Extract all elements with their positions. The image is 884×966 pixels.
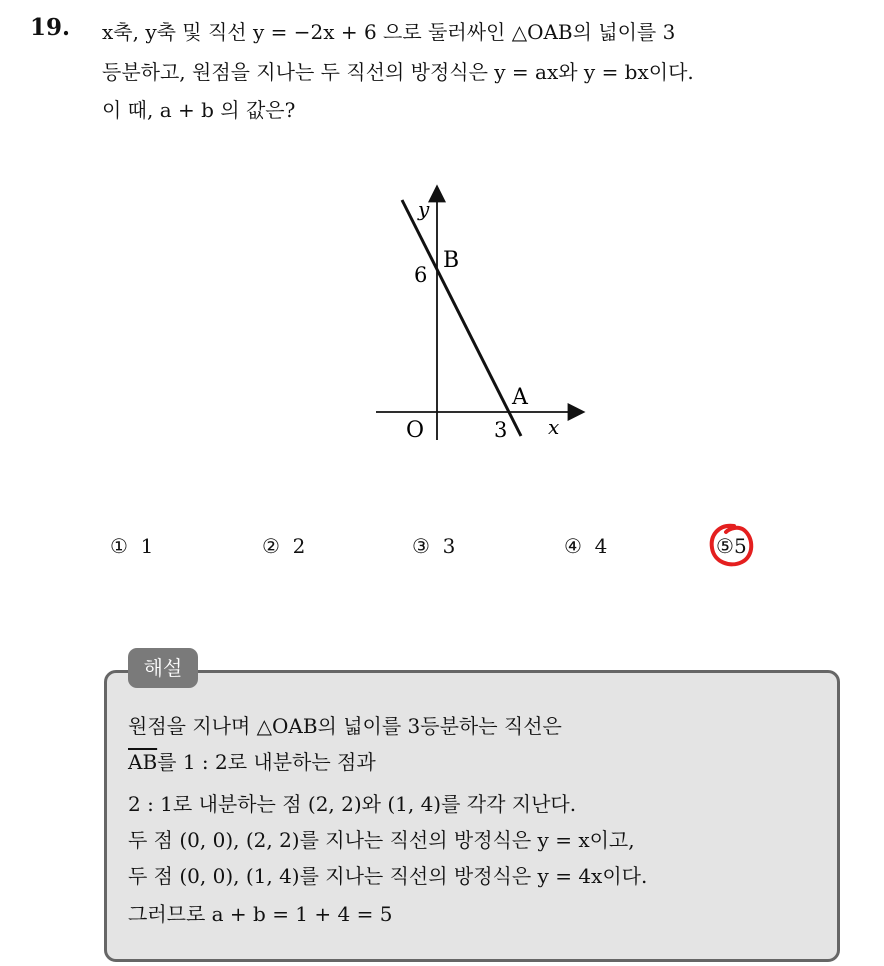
- segment-ab: $\overline{AB}$: [128, 750, 158, 774]
- question-text-line-1: x축, y축 및 직선 y = −2x + 6 으로 둘러싸인 △OAB의 넓이를 3: [102, 20, 676, 44]
- question-number: 19.: [30, 14, 71, 41]
- solution-line-4: 두 점 (0, 0), (2, 2)를 지나는 직선의 방정식은 y = x이고,: [128, 828, 635, 852]
- solution-line-1: 원점을 지나며 △OAB의 넓이를 3등분하는 직선은: [128, 714, 562, 738]
- choice-3-mark: ③: [412, 534, 430, 558]
- choice-3[interactable]: [412, 534, 455, 558]
- choice-2[interactable]: [262, 534, 305, 558]
- choice-4-value: 4: [594, 534, 608, 558]
- choice-4-mark: ④: [564, 534, 582, 558]
- choice-1-value: 1: [140, 534, 154, 558]
- choice-4[interactable]: [564, 534, 607, 558]
- solution-line-5: 두 점 (0, 0), (1, 4)를 지나는 직선의 방정식은 y = 4x이다.: [128, 864, 648, 888]
- selected-answer-circle-icon: [704, 518, 760, 572]
- choice-1-mark: ①: [110, 534, 128, 558]
- point-a-label: A: [512, 385, 528, 410]
- y-axis-label: y: [418, 197, 430, 221]
- choice-5-value: 5: [733, 534, 747, 558]
- choice-1[interactable]: [110, 534, 153, 558]
- solution-line-2-rest: 를 1 : 2로 내분하는 점과: [157, 750, 376, 774]
- x-intercept-label: 3: [494, 418, 508, 442]
- solution-line-3: 2 : 1로 내분하는 점 (2, 2)와 (1, 4)를 각각 지난다.: [128, 792, 577, 816]
- solution-line-6: 그러므로 a + b = 1 + 4 = 5: [128, 902, 393, 926]
- solution-line-2: [128, 746, 376, 775]
- point-b-label: B: [443, 248, 460, 273]
- choice-2-value: 2: [292, 534, 306, 558]
- question-text-line-2: 등분하고, 원점을 지나는 두 직선의 방정식은 y = ax와 y = bx이다.: [102, 60, 694, 84]
- y-intercept-label: 6: [414, 263, 428, 287]
- x-axis-label: x: [548, 415, 560, 439]
- line-y-eq-neg2x-plus-6: [402, 200, 521, 436]
- question-text-line-3: 이 때, a + b 의 값은?: [102, 98, 296, 122]
- choice-2-mark: ②: [262, 534, 280, 558]
- choice-3-value: 3: [442, 534, 456, 558]
- solution-tab-label: 해설: [128, 648, 198, 688]
- graph-figure: [360, 180, 600, 450]
- choice-5-mark: ⑤: [716, 534, 734, 558]
- origin-label: O: [406, 418, 425, 443]
